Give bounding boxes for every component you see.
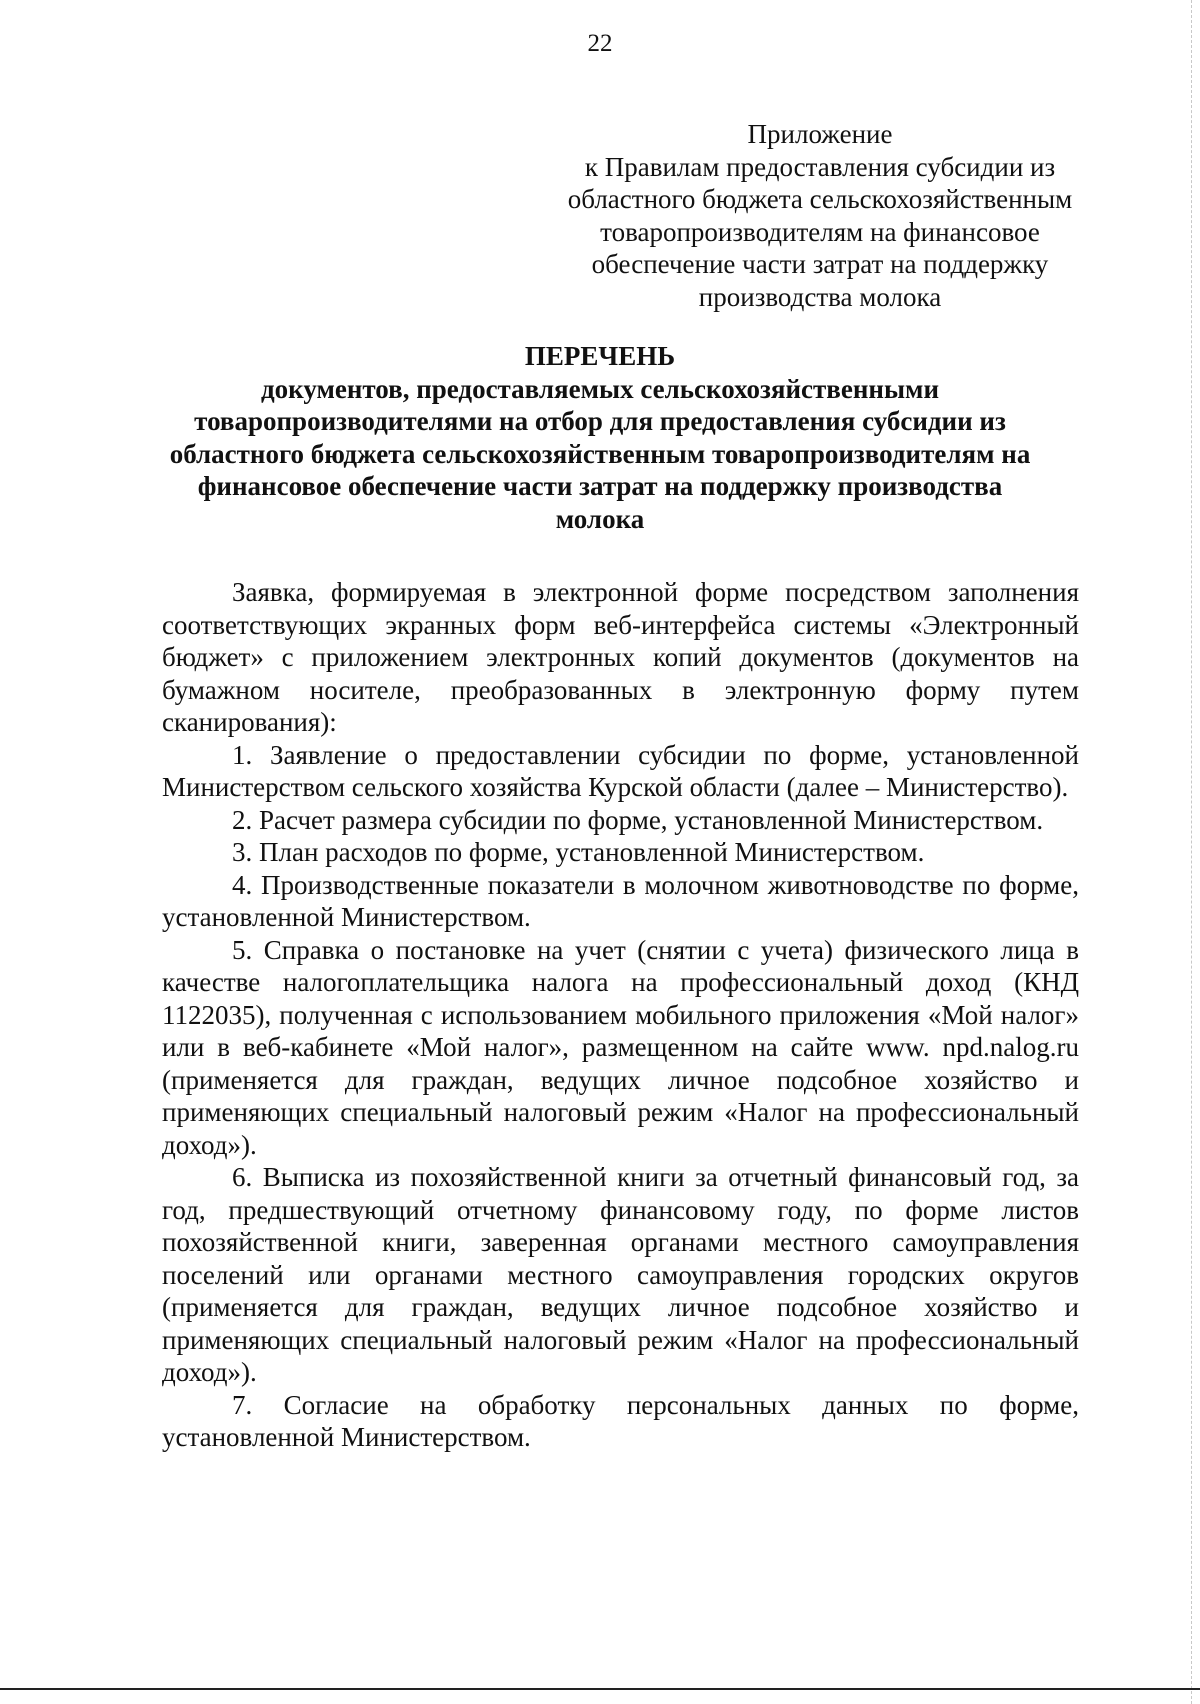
- list-item: 7. Согласие на обработку персональных данных по форме, установленной Министерством.: [162, 1389, 1079, 1452]
- appendix-line: областного бюджета сельскохозяйственным: [567, 184, 1073, 214]
- list-item: 6. Выписка из похозяйственной книги за отчетный финансовый год, за год, предшествующий отчетному финансовому году, по форме листов похозяйственной книги, заверенная органами местного самоуправления поселений или органами местного самоуправления городских округов (применяется для граждан, ведущих личное подсобное хозяйство и применяющих специальный налоговый режим «Налог на профессиональный доход»).: [162, 1162, 1079, 1387]
- appendix-line: к Правилам предоставления субсидии из: [584, 151, 1056, 182]
- title-subtitle-line: товаропроизводителями на отбор для предоставления субсидии из: [194, 406, 1006, 436]
- title-heading: ПЕРЕЧЕНЬ: [524, 341, 676, 371]
- scan-edge: [1190, 0, 1192, 1704]
- scan-bottom-line: [0, 1688, 1200, 1690]
- appendix-header: [520, 118, 1120, 313]
- body-paragraph: Заявка, формируемая в электронной форме посредством заполнения соответствующих экранных форм веб-интерфейса системы «Электронный бюджет» с приложением электронных копий документов (документов на бумажном носителе, преобразованных в электронную форму путем сканирования):: [162, 577, 1079, 737]
- document-body: [162, 576, 1079, 1454]
- page-number: 22: [587, 30, 613, 57]
- title-subtitle-line: документов, предоставляемых сельскохозяйственными: [260, 373, 940, 404]
- list-item: 3. План расходов по форме, установленной Министерством.: [232, 837, 925, 867]
- appendix-line: Приложение: [747, 119, 893, 149]
- appendix-line: производства молока: [698, 281, 942, 312]
- list-item: 1. Заявление о предоставлении субсидии по форме, установленной Министерством сельского хозяйства Курской области (далее – Министерство).: [162, 739, 1079, 802]
- list-item: 2. Расчет размера субсидии по форме, установленной Министерством.: [232, 804, 1044, 835]
- appendix-line: обеспечение части затрат на поддержку: [591, 249, 1049, 279]
- title-subtitle-line: финансовое обеспечение части затрат на поддержку производства: [197, 471, 1003, 501]
- appendix-line: товаропроизводителям на финансовое: [600, 216, 1040, 247]
- title-subtitle-line: областного бюджета сельскохозяйственным товаропроизводителям на: [169, 438, 1031, 469]
- document-title: [120, 340, 1080, 535]
- list-item: 4. Производственные показатели в молочном животноводстве по форме, установленной Министерством.: [162, 869, 1079, 932]
- list-item: 5. Справка о постановке на учет (снятии с учета) физического лица в качестве налогоплательщика налога на профессиональный доход (КНД 1122035), полученная с использованием мобильного приложения «Мой налог» или в веб-кабинете «Мой налог», размещенном на сайте www. npd.nalog.ru (применяется для граждан, ведущих личное подсобное хозяйство и применяющих специальный налоговый режим «Налог на профессиональный доход»).: [162, 934, 1079, 1160]
- title-subtitle-line: молока: [555, 503, 645, 534]
